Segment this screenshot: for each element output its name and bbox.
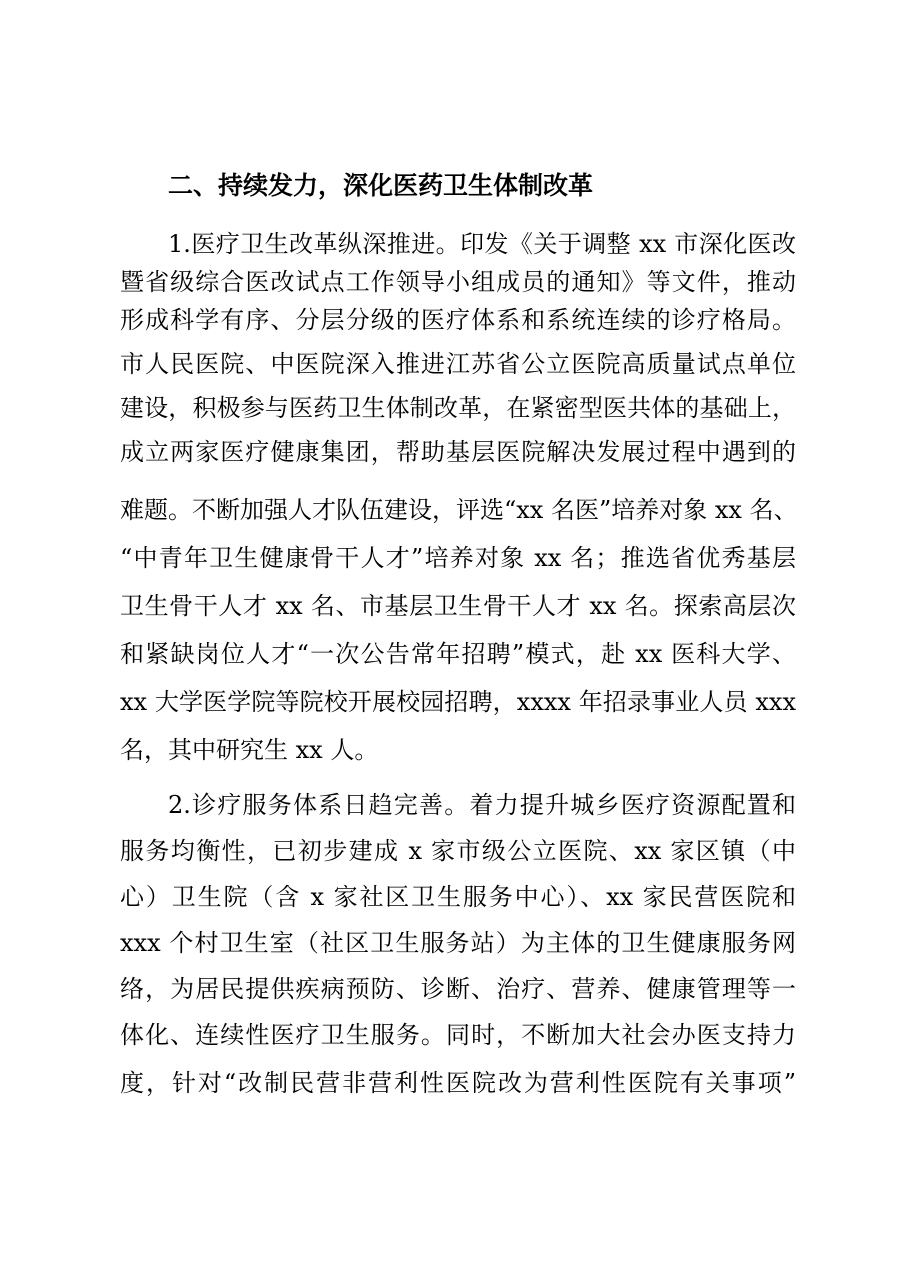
paragraph-1-line: 市人民医院、中医院深入推进江苏省公立医院高质量试点单位 [120, 350, 796, 378]
paragraph-2-line: 服务均衡性，已初步建成 x 家市级公立医院、xx 家区镇（中 [120, 837, 796, 865]
section-heading: 二、持续发力，深化医药卫生体制改革 [168, 171, 594, 200]
paragraph-1-line: 名，其中研究生 xx 人。 [120, 736, 379, 764]
paragraph-1-line: 1.医疗卫生改革纵深推进。印发《关于调整 xx 市深化医改 [168, 230, 796, 258]
paragraph-2-line: 2.诊疗服务体系日趋完善。着力提升城乡医疗资源配置和 [168, 791, 796, 819]
paragraph-1-line: 建设，积极参与医药卫生体制改革，在紧密型医共体的基础上， [120, 394, 796, 422]
paragraph-2-line: 心）卫生院（含 x 家社区卫生服务中心）、xx 家民营医院和 [120, 883, 796, 911]
paragraph-1-line: 形成科学有序、分层分级的医疗体系和系统连续的诊疗格局。 [120, 306, 796, 334]
paragraph-2-line: 体化、连续性医疗卫生服务。同时，不断加大社会办医支持力 [120, 1021, 796, 1049]
paragraph-1-line: 暨省级综合医改试点工作领导小组成员的通知》等文件，推动 [120, 268, 796, 296]
paragraph-2-line: xxx 个村卫生室（社区卫生服务站）为主体的卫生健康服务网 [120, 929, 796, 957]
paragraph-1-line: “中青年卫生健康骨干人才”培养对象 xx 名；推选省优秀基层 [120, 544, 796, 572]
paragraph-1-line: xx 大学医学院等院校开展校园招聘，xxxx 年招录事业人员 xxx [120, 688, 796, 716]
paragraph-1-line: 难题。不断加强人才队伍建设，评选“xx 名医”培养对象 xx 名、 [120, 496, 798, 524]
paragraph-2-line: 络，为居民提供疾病预防、诊断、治疗、营养、健康管理等一 [120, 975, 796, 1003]
paragraph-1-line: 成立两家医疗健康集团，帮助基层医院解决发展过程中遇到的 [120, 438, 796, 466]
paragraph-2-line: 度，针对“改制民营非营利性医院改为营利性医院有关事项” [120, 1069, 796, 1097]
paragraph-1-line: 和紧缺岗位人才“一次公告常年招聘”模式，赴 xx 医科大学、 [120, 640, 796, 668]
paragraph-1-line: 卫生骨干人才 xx 名、市基层卫生骨干人才 xx 名。探索高层次 [120, 592, 796, 620]
